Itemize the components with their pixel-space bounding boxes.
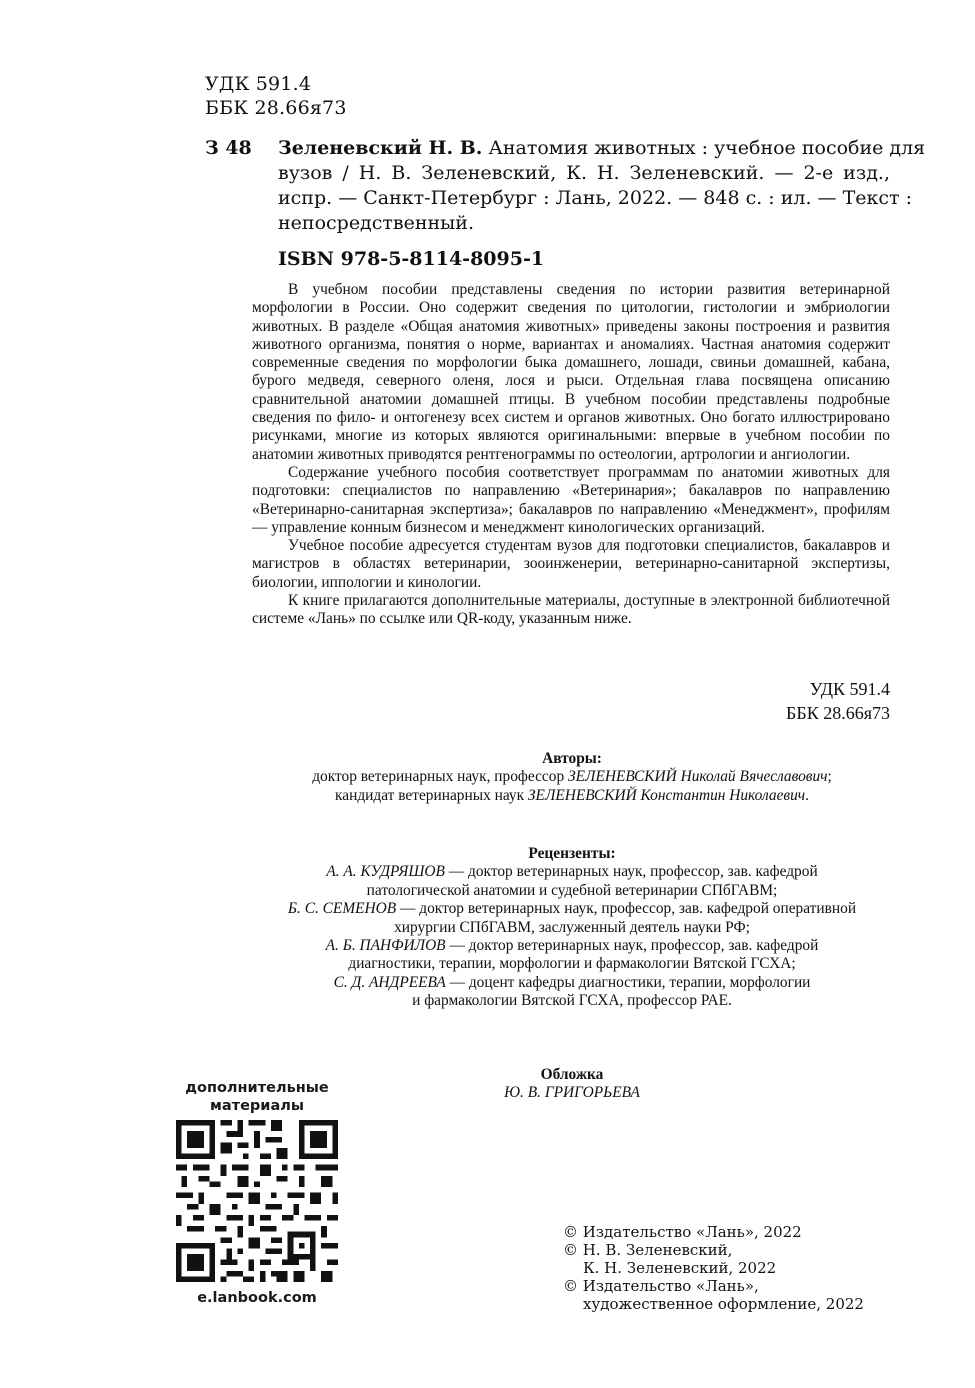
catalog-entry (278, 136, 926, 236)
cover-credit (472, 1066, 672, 1103)
reviewer-4-line-2: и фармакологии Вятской ГСХА, профессор РАЕ. (412, 992, 732, 1010)
author-2-name: ЗЕЛЕНЕВСКИЙ Константин Николаевич (527, 786, 806, 804)
catalog-line-1 (278, 136, 926, 161)
reviewer-4-text: — доцент кафедры диагностики, терапии, морфологии (445, 973, 811, 991)
authors-section (252, 750, 892, 805)
reviewer-2-text: — доктор ветеринарных наук, профессор, зав. кафедрой оперативной (396, 900, 857, 918)
author-1-role: доктор ветеринарных наук, профессор (312, 768, 568, 786)
abstract (252, 281, 890, 629)
bbk-code: ББК 28.66я73 (205, 97, 347, 119)
reviewer-2-line-2: хирургии СПбГАВМ, заслуженный деятель науки РФ; (394, 918, 750, 936)
reviewer-3-text: — доктор ветеринарных наук, профессор, зав. кафедрой (445, 937, 819, 955)
reviewer-1-name: А. А. КУДРЯШОВ (326, 863, 445, 881)
author-1 (252, 768, 892, 786)
qr-code-icon[interactable] (176, 1120, 338, 1282)
abstract-udk: УДК 591.4 (809, 679, 890, 699)
reviewers-section (252, 845, 892, 1011)
reviewer-3 (252, 937, 892, 955)
abstract-codes (786, 677, 890, 725)
copyright-2b: К. Н. Зеленевский, 2022 (583, 1259, 777, 1277)
reviewer-3-line-2: диагностики, терапии, морфологии и фармакологии Вятской ГСХА; (348, 955, 796, 973)
author-2-role: кандидат ветеринарных наук (335, 786, 528, 804)
catalog-code: З 48 (205, 137, 252, 159)
catalog-line-3: испр. — Санкт-Петербург : Лань, 2022. — 848 с. : ил. — Текст : (278, 187, 912, 209)
cover-designer-name: Ю. В. ГРИГОРЬЕВА (504, 1084, 640, 1102)
isbn: ISBN 978-5-8114-8095-1 (278, 248, 545, 270)
reviewer-4-name: С. Д. АНДРЕЕВА (333, 973, 446, 991)
qr-url-link[interactable]: e.lanbook.com (197, 1290, 317, 1306)
reviewer-1 (252, 863, 892, 881)
abstract-paragraph-2: Содержание учебного пособия соответствует программам по анатомии животных для подготовки: специалистов по направлению «Ветеринария»; бакалавров по направлению «Ветеринарно-санитарная экспертиза»; бакалавров по направлению «Менеджмент», профилям — управление конным бизнесом и менеджмент кинологических организаций. (252, 463, 890, 536)
reviewers-title: Рецензенты: (528, 845, 616, 862)
abstract-bbk: ББК 28.66я73 (786, 703, 890, 723)
copyright-block (563, 1223, 864, 1313)
cover-designer (472, 1084, 672, 1102)
author-2 (252, 787, 892, 805)
qr-caption-line-1: дополнительные (185, 1080, 329, 1096)
authors-title: Авторы: (542, 750, 602, 767)
author-1-end: ; (827, 768, 832, 786)
reviewer-4 (252, 974, 892, 992)
copyright-2: © Н. В. Зеленевский, (563, 1241, 733, 1259)
qr-caption-line-2: материалы (210, 1098, 304, 1114)
catalog-line-2: вузов / Н. В. Зеленевский, К. Н. Зеленевский. — 2-е изд., (278, 162, 890, 184)
catalog-author: Зеленевский Н. В. (278, 137, 483, 159)
udk-code: УДК 591.4 (205, 73, 312, 95)
catalog-line-4: непосредственный. (278, 212, 475, 234)
reviewer-2 (252, 900, 892, 918)
author-1-name: ЗЕЛЕНЕВСКИЙ Николай Вячеславович (568, 768, 828, 786)
abstract-paragraph-4: К книге прилагаются дополнительные материалы, доступные в электронной библиотечной системе «Лань» по ссылке или QR-коду, указанным ниже. (252, 592, 890, 628)
header-codes (205, 72, 347, 120)
reviewer-1-line-2: патологической анатомии и судебной ветеринарии СПбГАВМ; (366, 881, 778, 899)
cover-title: Обложка (540, 1066, 604, 1083)
abstract-paragraph-1: В учебном пособии представлены сведения по истории развития ветеринарной морфологии в России. Оно содержит сведения по цитологии, гистологии и эмбриологии животных. В разделе «Общая анатомия животных» приведены законы построения и развития животного организма, понятия о норме, вариантах и аномалиях. Частная анатомия содержит современные сведения по морфологии быка домашнего, лошади, свиньи домашней, кабана, бурого медведя, северного оленя, лося и рыси. Отдельная глава посвящена описанию сравнительной анатомии домашней птицы. В учебном пособии представлены подробные сведения по фило- и онтогенезу всех систем и органов животных. Оно богато иллюстрировано рисунками, многие из которых являются оригинальными: впервые в учебном пособии по анатомии животных приводятся рентгенограммы по остеологии, артрологии и ангиологии. (252, 281, 890, 463)
abstract-paragraph-3: Учебное пособие адресуется студентам вузов для подготовки специалистов, бакалавров и магистров в областях ветеринарии, зооинженерии, ветеринарно-санитарной экспертизы, биологии, иппологии и кинологии. (252, 537, 890, 591)
reviewer-3-name: А. Б. ПАНФИЛОВ (325, 937, 446, 955)
author-2-end: . (805, 786, 809, 804)
copyright-3: © Издательство «Лань», (563, 1277, 759, 1295)
reviewer-2-name: Б. С. СЕМЕНОВ (287, 900, 397, 918)
reviewer-1-text: — доктор ветеринарных наук, профессор, зав. кафедрой (444, 863, 818, 881)
catalog-title: Анатомия животных : учебное пособие для (482, 137, 926, 159)
copyright-1: © Издательство «Лань», 2022 (563, 1223, 802, 1241)
qr-caption (176, 1079, 338, 1115)
copyright-3b: художественное оформление, 2022 (583, 1295, 864, 1313)
